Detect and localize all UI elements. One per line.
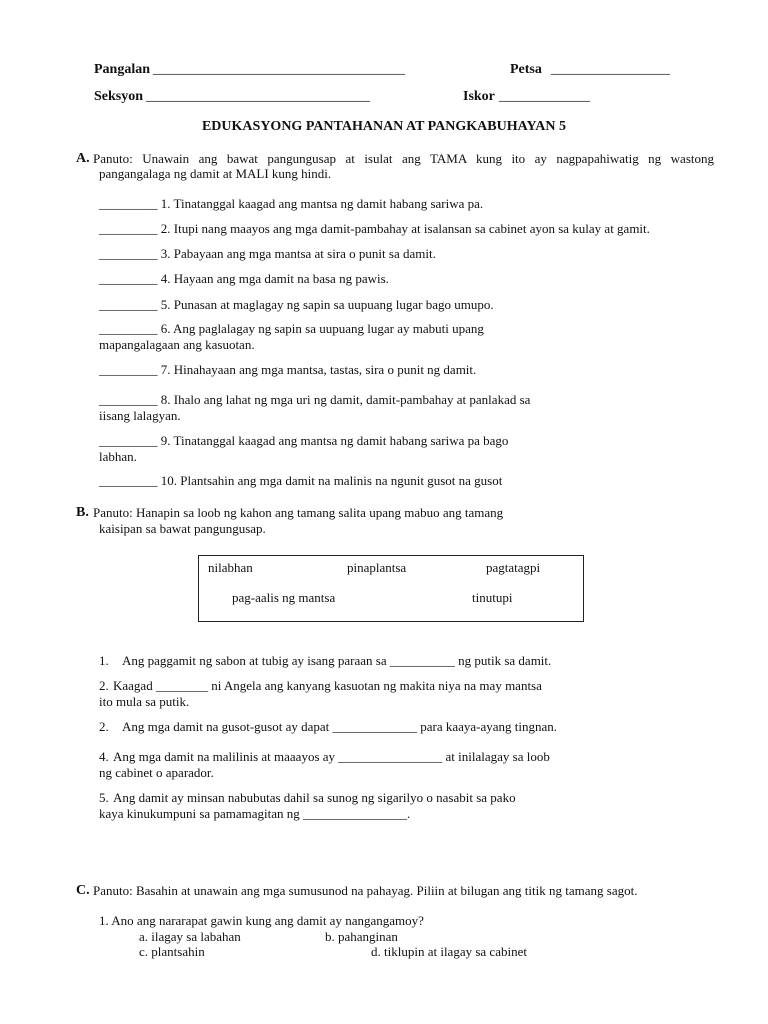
fill-in-item-cont: kaya kinukumpuni sa pamamagitan ng ________________. (99, 806, 411, 821)
word-choice: pag-aalis ng mantsa (232, 590, 336, 605)
list-item[interactable]: _________ 7. Hinahayaan ang mga mantsa, tastas, sira o punit ng damit. (99, 362, 477, 377)
list-item[interactable]: _________ 6. Ang paglalagay ng sapin sa uupuang lugar ay mabuti upang (99, 321, 484, 336)
name-label: Pangalan (94, 62, 151, 77)
date-label: Petsa (510, 62, 542, 77)
list-item[interactable]: _________ 9. Tinatanggal kaagad ang mantsa ng damit habang sariwa pa bago (99, 433, 509, 448)
fill-in-item-cont: ito mula sa putik. (99, 694, 190, 709)
section-a-instruction: Panuto: Unawain ang bawat pangungusap at isulat ang TAMA kung ito ay nagpapahiwatig ng wastong (93, 151, 714, 166)
date-blank[interactable]: _________________ (551, 62, 670, 77)
fill-in-item[interactable]: Ang mga damit na malilinis at maaayos ay ________________ at inilalagay sa loob (113, 749, 550, 764)
section-b-instruction: Panuto: Hanapin sa loob ng kahon ang tamang salita upang mabuo ang tamang (93, 505, 504, 520)
section-b-instruction-cont: kaisipan sa bawat pangungusap. (99, 521, 266, 536)
list-item-cont: mapangalagaan ang kasuotan. (99, 337, 255, 352)
list-item[interactable]: _________ 4. Hayaan ang mga damit na basa ng pawis. (99, 271, 389, 286)
section-blank[interactable]: ________________________________ (146, 89, 370, 104)
section-a-letter: A. (76, 151, 90, 166)
word-choice: nilabhan (208, 560, 253, 575)
score-label: Iskor (463, 89, 495, 104)
section-c-letter: C. (76, 883, 90, 898)
question-number: 5. (99, 790, 109, 805)
fill-in-item-cont: ng cabinet o aparador. (99, 765, 214, 780)
list-item-cont: iisang lalagyan. (99, 408, 181, 423)
section-a-instruction-cont: pangangalaga ng damit at MALI kung hindi. (99, 166, 332, 181)
fill-in-item[interactable]: Ang damit ay minsan nabubutas dahil sa sunog ng sigarilyo o nasabit sa pako (113, 790, 516, 805)
list-item-cont: labhan. (99, 449, 137, 464)
section-b-letter: B. (76, 505, 89, 520)
choice-d[interactable]: d. tiklupin at ilagay sa cabinet (371, 944, 527, 959)
list-item[interactable]: _________ 5. Punasan at maglagay ng sapin sa uupuang lugar bago umupo. (99, 297, 494, 312)
word-choice: tinutupi (472, 590, 513, 605)
question-number: 1. (99, 653, 109, 668)
list-item[interactable]: _________ 1. Tinatanggal kaagad ang mantsa ng damit habang sariwa pa. (99, 196, 484, 211)
list-item[interactable]: _________ 3. Pabayaan ang mga mantsa at sira o punit sa damit. (99, 246, 436, 261)
list-item[interactable]: _________ 2. Itupi nang maayos ang mga damit-pambahay at isalansan sa cabinet ayon sa kulay at gamit. (99, 221, 650, 236)
page-title: EDUKASYONG PANTAHANAN AT PANGKABUHAYAN 5 (201, 119, 567, 134)
section-label: Seksyon (94, 89, 144, 104)
choice-a[interactable]: a. ilagay sa labahan (139, 929, 241, 944)
choice-c[interactable]: c. plantsahin (139, 944, 205, 959)
fill-in-item[interactable]: Ang paggamit ng sabon at tubig ay isang paraan sa __________ ng putik sa damit. (122, 653, 552, 668)
section-c-instruction: Panuto: Basahin at unawain ang mga sumusunod na pahayag. Piliin at bilugan ang titik ng tamang sagot. (93, 883, 638, 898)
fill-in-item[interactable]: Ang mga damit na gusot-gusot ay dapat _____________ para kaaya-ayang tingnan. (122, 719, 558, 734)
list-item[interactable]: _________ 10. Plantsahin ang mga damit na malinis na ngunit gusot na gusot (99, 473, 503, 488)
question-number: 4. (99, 749, 109, 764)
list-item[interactable]: _________ 8. Ihalo ang lahat ng mga uri ng damit, damit-pambahay at panlakad sa (99, 392, 531, 407)
question-number: 2. (99, 719, 109, 734)
score-blank[interactable]: _____________ (499, 89, 590, 104)
choice-b[interactable]: b. pahanginan (325, 929, 398, 944)
fill-in-item[interactable]: Kaagad ________ ni Angela ang kanyang kasuotan ng makita niya na may mantsa (113, 678, 542, 693)
word-choice: pagtatagpi (486, 560, 541, 575)
word-choice: pinaplantsa (347, 560, 407, 575)
question-number: 2. (99, 678, 109, 693)
question: 1. Ano ang nararapat gawin kung ang damit ay nangangamoy? (99, 913, 424, 928)
name-blank[interactable]: ____________________________________ (153, 62, 405, 77)
